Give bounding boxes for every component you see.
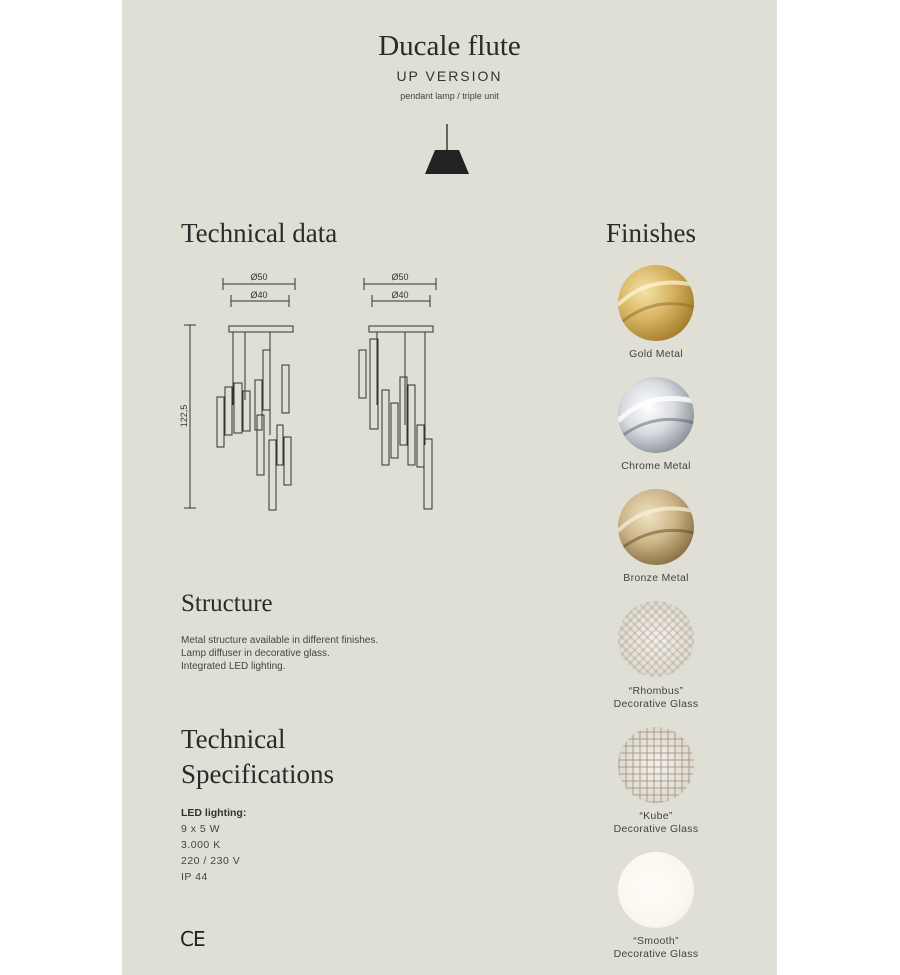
kube-glass-label-line: “Kube”	[639, 810, 673, 822]
structure-line: Metal structure available in different finishes.	[181, 635, 379, 646]
spec-line: 220 / 230 V	[181, 855, 241, 867]
technical-specifications-heading	[181, 722, 334, 792]
technical-specifications-heading-line: Technical	[181, 724, 286, 754]
spec-title: LED lighting:	[181, 807, 247, 819]
height-label: 122,5	[179, 404, 189, 428]
product-title: Ducale flute	[378, 30, 521, 62]
rhombus-glass-label	[582, 685, 730, 711]
finishes-heading: Finishes	[606, 218, 697, 248]
smooth-glass-label-line: Decorative Glass	[613, 948, 699, 960]
technical-data-heading: Technical data	[181, 218, 338, 248]
bronze-metal-swatch	[618, 489, 694, 565]
smooth-glass-label-line: “Smooth”	[633, 935, 679, 947]
outer-diameter-label-right: Ø50	[391, 272, 409, 282]
spec-sheet	[122, 0, 777, 975]
inner-diameter-label-right: Ø40	[391, 290, 409, 300]
product-type: pendant lamp / triple unit	[400, 91, 499, 101]
outer-diameter-label-left: Ø50	[250, 272, 268, 282]
product-version: UP VERSION	[396, 68, 503, 84]
structure-line: Lamp diffuser in decorative glass.	[181, 648, 330, 659]
pendant-lamp-icon	[421, 124, 473, 176]
gold-metal-label: Gold Metal	[629, 348, 683, 360]
kube-glass-label	[582, 810, 730, 836]
spec-line: 9 x 5 W	[181, 823, 221, 835]
spec-line: 3.000 K	[181, 839, 221, 851]
gold-metal-swatch	[618, 265, 694, 341]
structure-text	[181, 634, 378, 673]
chrome-metal-swatch	[618, 377, 694, 453]
rhombus-glass-label-line: Decorative Glass	[613, 698, 699, 710]
ce-mark: CE	[180, 927, 205, 951]
chrome-metal-label: Chrome Metal	[621, 460, 691, 472]
structure-line: Integrated LED lighting.	[181, 661, 286, 672]
kube-glass-label-line: Decorative Glass	[613, 823, 699, 835]
structure-heading: Structure	[181, 590, 273, 617]
smooth-glass-swatch	[618, 852, 694, 928]
kube-glass-swatch	[618, 727, 694, 803]
rhombus-glass-swatch	[618, 601, 694, 677]
rhombus-glass-label-line: “Rhombus”	[628, 685, 684, 697]
bronze-metal-label: Bronze Metal	[623, 572, 689, 584]
technical-specifications-heading-line: Specifications	[181, 759, 334, 789]
spec-line: IP 44	[181, 871, 208, 883]
specifications-list	[181, 805, 246, 885]
inner-diameter-label-left: Ø40	[250, 290, 268, 300]
technical-drawing	[177, 265, 457, 525]
smooth-glass-label	[582, 935, 730, 961]
